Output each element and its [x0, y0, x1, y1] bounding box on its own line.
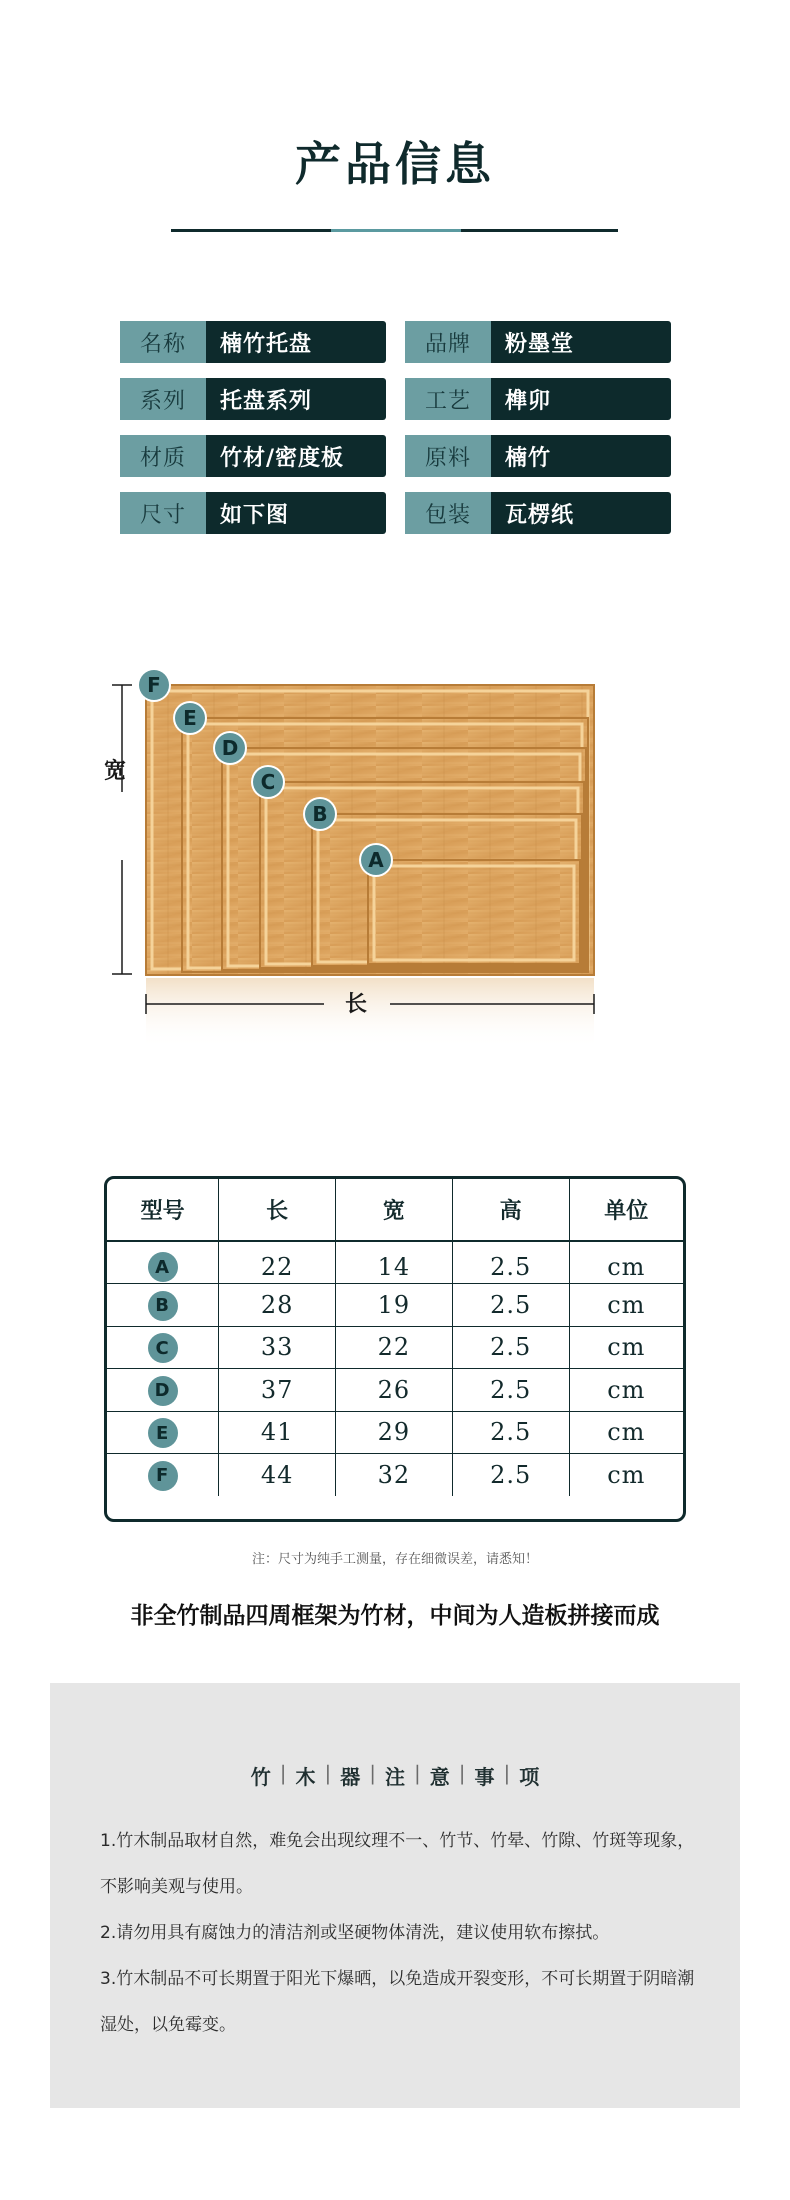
- table-header-row: [107, 1179, 683, 1241]
- info-label: 尺寸: [120, 492, 206, 534]
- tray-a: [368, 860, 580, 964]
- title-separator: |: [279, 1761, 287, 1785]
- height-cell: 2.5: [452, 1369, 569, 1412]
- table-row: [107, 1241, 683, 1284]
- info-label: 原料: [405, 435, 491, 477]
- tray-reflection: [146, 978, 594, 1048]
- height-cell: 2.5: [452, 1241, 569, 1284]
- care-title: [50, 1761, 740, 1790]
- badge-e: E: [175, 703, 205, 733]
- title-separator: |: [458, 1761, 466, 1785]
- model-badge: E: [148, 1418, 178, 1448]
- table-row: [107, 1411, 683, 1454]
- info-label: 材质: [120, 435, 206, 477]
- length-cell: 33: [219, 1326, 336, 1369]
- page-title: 产品信息: [295, 137, 495, 191]
- info-value: 楠竹: [491, 435, 671, 477]
- length-cell: 22: [219, 1241, 336, 1284]
- tray-diagram: [100, 670, 690, 1150]
- width-cell: 19: [336, 1284, 453, 1327]
- info-label: 包装: [405, 492, 491, 534]
- unit-cell: cm: [569, 1326, 683, 1369]
- badge-f: F: [139, 670, 169, 700]
- model-badge: A: [148, 1252, 178, 1282]
- info-value: 托盘系列: [206, 378, 386, 420]
- info-label: 系列: [120, 378, 206, 420]
- info-cell-packaging: [405, 492, 671, 534]
- model-badge: C: [148, 1333, 178, 1363]
- model-badge: F: [148, 1461, 178, 1491]
- length-cell: 41: [219, 1411, 336, 1454]
- care-title-char: 事: [474, 1765, 495, 1789]
- care-title-char: 注: [385, 1765, 405, 1789]
- badge-c: C: [253, 767, 283, 797]
- width-cell: 26: [336, 1369, 453, 1412]
- unit-cell: cm: [569, 1369, 683, 1412]
- length-cell: 28: [219, 1284, 336, 1327]
- info-value: 粉墨堂: [491, 321, 671, 363]
- care-item-3: 3.竹木制品不可长期置于阳光下爆晒，以免造成开裂变形，不可长期置于阴暗潮湿处，以免霉变。: [100, 1969, 695, 2035]
- column-header-height: 高: [452, 1179, 569, 1241]
- care-title-char: 竹: [250, 1765, 271, 1789]
- care-title-char: 项: [519, 1765, 540, 1789]
- length-cell: 37: [219, 1369, 336, 1412]
- info-value: 楠竹托盘: [206, 321, 386, 363]
- info-cell-raw-material: [405, 435, 671, 477]
- column-header-width: 宽: [336, 1179, 453, 1241]
- unit-cell: cm: [607, 1461, 646, 1489]
- width-cell: 22: [336, 1326, 453, 1369]
- title-separator: |: [369, 1761, 376, 1785]
- height-cell: 2.5: [452, 1326, 569, 1369]
- unit-cell: cm: [569, 1284, 683, 1327]
- info-cell-craft: [405, 378, 671, 420]
- length-cell: 44: [219, 1454, 336, 1497]
- column-header-model: 型号: [107, 1179, 219, 1241]
- care-item-1: 1.竹木制品取材自然，难免会出现纹理不一、竹节、竹晕、竹隙、竹斑等现象，不影响美观与使用。: [100, 1831, 695, 1897]
- title-separator: |: [414, 1761, 421, 1785]
- title-separator: |: [324, 1761, 332, 1785]
- info-value: 竹材/密度板: [206, 435, 386, 477]
- info-row: [120, 378, 672, 420]
- width-cell: 14: [336, 1241, 453, 1284]
- height-cell: 2.5: [452, 1411, 569, 1454]
- info-cell-series: [120, 378, 386, 420]
- unit-cell: cm: [569, 1241, 683, 1284]
- tray-illustration: [100, 670, 690, 1150]
- width-label: 宽: [104, 758, 127, 784]
- info-value: 如下图: [206, 492, 386, 534]
- title-separator: |: [503, 1761, 511, 1785]
- badge-b: B: [305, 799, 335, 829]
- care-title-char: 意: [429, 1765, 450, 1789]
- care-title-char: 器: [340, 1765, 361, 1789]
- title-underline-left: [171, 229, 331, 232]
- height-cell: 2.5: [452, 1284, 569, 1327]
- model-badge: B: [148, 1291, 178, 1321]
- info-row: [120, 321, 672, 363]
- info-value: 瓦楞纸: [491, 492, 671, 534]
- title-underline-right: [461, 229, 618, 232]
- model-badge: D: [148, 1376, 178, 1406]
- info-cell-size: [120, 492, 386, 534]
- table-row: [107, 1454, 683, 1497]
- info-label: 名称: [120, 321, 206, 363]
- table-row: [107, 1326, 683, 1369]
- height-cell: 2.5: [452, 1454, 569, 1497]
- info-row: [120, 492, 672, 534]
- info-row: [120, 435, 672, 477]
- badge-d: D: [215, 733, 245, 763]
- info-cell-name: [120, 321, 386, 363]
- title-underline-accent: [331, 229, 461, 232]
- care-item-2: 2.请勿用具有腐蚀力的清洁剂或坚硬物体清洗，建议使用软布擦拭。: [100, 1923, 610, 1943]
- table-row: [107, 1284, 683, 1327]
- size-table: [104, 1176, 686, 1522]
- material-headline: 非全竹制品四周框架为竹材，中间为人造板拼接而成: [130, 1603, 660, 1629]
- info-label: 品牌: [405, 321, 491, 363]
- width-cell: 32: [336, 1454, 453, 1497]
- table-row: [107, 1369, 683, 1412]
- care-title-char: 木: [295, 1765, 316, 1789]
- measurement-note: 注：尺寸为纯手工测量，存在细微误差，请悉知！: [251, 1552, 538, 1567]
- column-header-unit: 单位: [569, 1179, 683, 1241]
- info-label: 工艺: [405, 378, 491, 420]
- care-instructions-box: [50, 1683, 740, 2108]
- length-label: 长: [345, 991, 368, 1017]
- unit-cell: cm: [569, 1411, 683, 1454]
- column-header-length: 长: [219, 1179, 336, 1241]
- info-cell-brand: [405, 321, 671, 363]
- badge-a: A: [361, 845, 391, 875]
- info-value: 榫卯: [491, 378, 671, 420]
- info-cell-material: [120, 435, 386, 477]
- width-cell: 29: [336, 1411, 453, 1454]
